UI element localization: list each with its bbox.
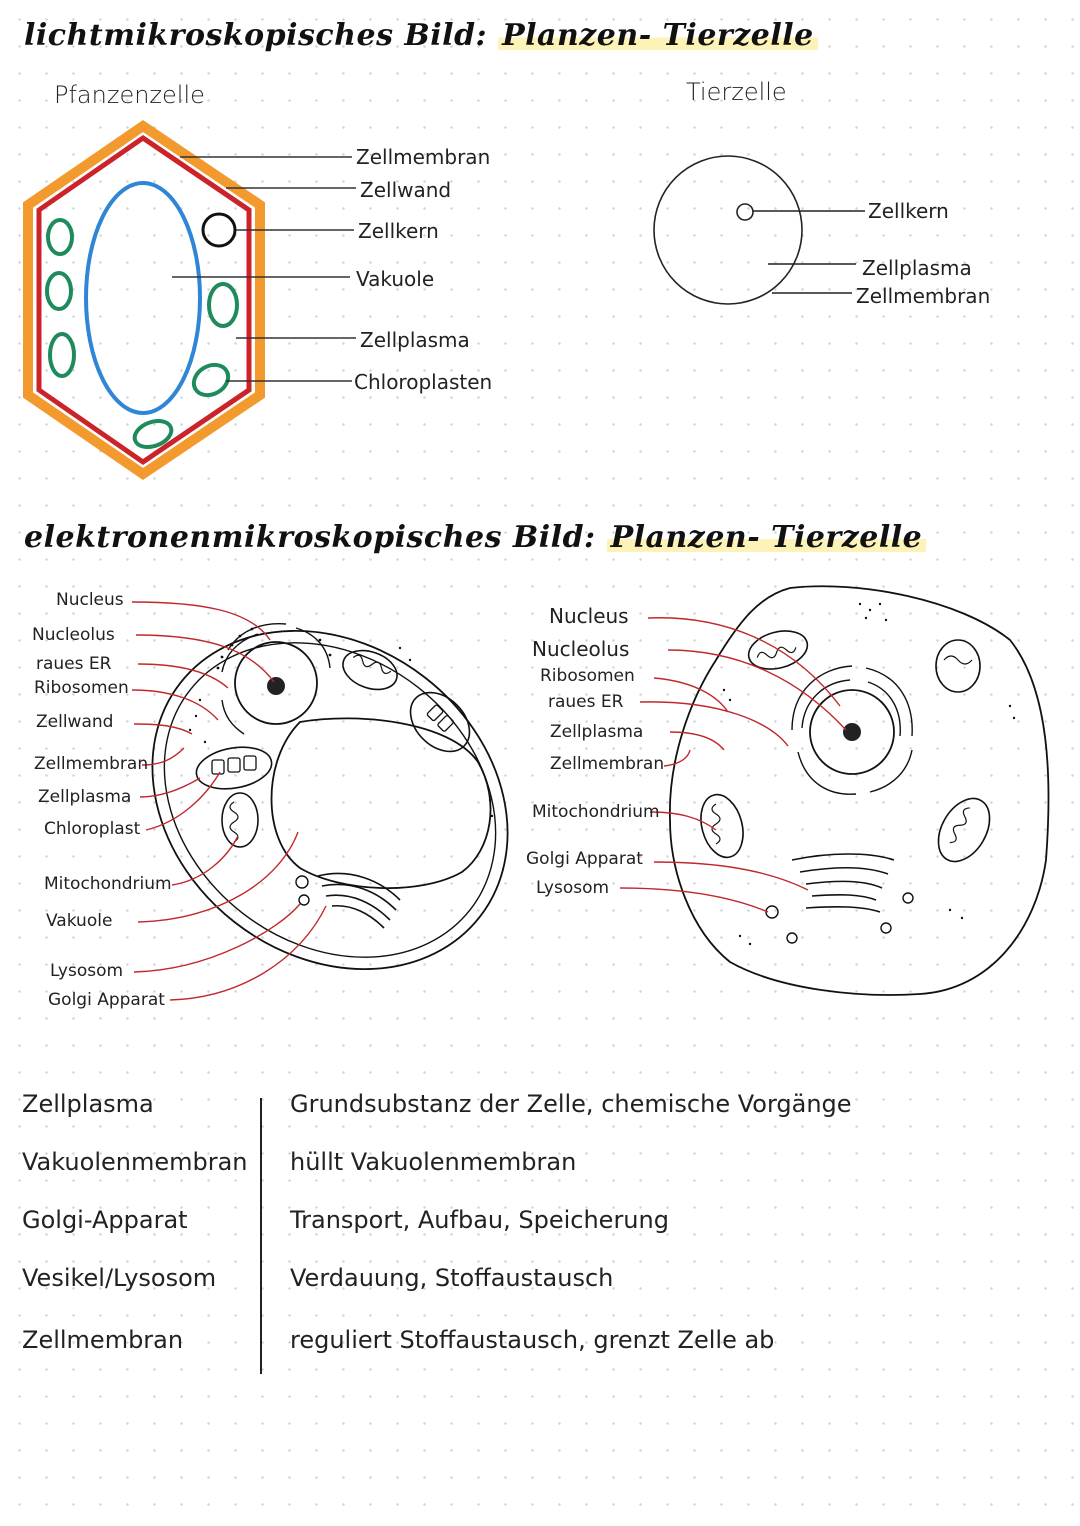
electron-heading-prefix: elektronenmikroskopisches Bild: — [24, 520, 607, 555]
label-chloroplasten: Chloroplasten — [354, 370, 493, 394]
em-plant-label-zellmembran: Zellmembran — [34, 754, 149, 774]
label-zellkern: Zellkern — [358, 219, 439, 243]
em-plant-label-lysosom: Lysosom — [50, 961, 124, 981]
animal-cell-title: Tierzelle — [686, 78, 787, 106]
table-term: Golgi-Apparat — [22, 1206, 188, 1234]
label-animal-zellmembran: Zellmembran — [856, 284, 991, 308]
em-animal-golgi — [792, 854, 894, 912]
em-animal-cell-membrane — [670, 586, 1049, 995]
plant-cell-title: Pfanzenzelle — [54, 81, 205, 109]
em-plant-label-mitochondrium: Mitochondrium — [44, 874, 172, 894]
em-plant-label-raues-er: raues ER — [36, 654, 112, 674]
label-animal-zellplasma: Zellplasma — [862, 256, 972, 280]
em-animal-label-nucleolus: Nucleolus — [532, 637, 630, 661]
em-plant-label-nucleolus: Nucleolus — [32, 625, 115, 645]
label-zellwand: Zellwand — [360, 178, 452, 202]
em-animal-label-lysosom: Lysosom — [536, 878, 610, 898]
em-animal-label-golgi: Golgi Apparat — [526, 849, 643, 869]
table-term: Zellplasma — [22, 1090, 154, 1118]
light-heading-prefix: lichtmikroskopisches Bild: — [24, 18, 499, 53]
em-plant-label-zellwand: Zellwand — [36, 712, 114, 732]
table-description: reguliert Stoffaustausch, grenzt Zelle ab — [290, 1326, 775, 1354]
em-animal-label-zellplasma: Zellplasma — [550, 722, 644, 742]
em-plant-label-vakuole: Vakuole — [46, 911, 113, 931]
label-vakuole: Vakuole — [356, 267, 435, 291]
label-zellplasma: Zellplasma — [360, 328, 470, 352]
em-animal-label-nucleus: Nucleus — [549, 604, 629, 628]
table-term: Vakuolenmembran — [22, 1148, 248, 1176]
em-animal-label-ribosomen: Ribosomen — [540, 666, 635, 686]
table-term: Zellmembran — [22, 1326, 184, 1354]
label-zellmembran: Zellmembran — [356, 145, 491, 169]
em-animal-label-zellmembran: Zellmembran — [550, 754, 665, 774]
em-plant-label-zellplasma: Zellplasma — [38, 787, 132, 807]
table-description: Grundsubstanz der Zelle, chemische Vorgänge — [290, 1090, 852, 1118]
em-animal-mitochondria — [694, 625, 1000, 871]
em-animal-label-mitochondrium: Mitochondrium — [532, 802, 660, 822]
label-animal-zellkern: Zellkern — [868, 199, 949, 223]
em-plant-label-golgi: Golgi Apparat — [48, 990, 165, 1010]
electron-heading-highlight: Planzen- Tierzelle — [607, 520, 927, 555]
table-term: Vesikel/Lysosom — [22, 1264, 217, 1292]
em-animal-nucleolus — [843, 723, 861, 741]
em-plant-label-chloroplast: Chloroplast — [44, 819, 141, 839]
table-description: hüllt Vakuolenmembran — [290, 1148, 577, 1176]
em-animal-lysosomes — [766, 893, 913, 943]
table-description: Verdauung, Stoffaustausch — [290, 1264, 614, 1292]
em-animal-label-raues-er: raues ER — [548, 692, 624, 712]
table-divider — [260, 1098, 262, 1374]
light-heading-highlight: Planzen- Tierzelle — [498, 18, 818, 53]
table-description: Transport, Aufbau, Speicherung — [290, 1206, 669, 1234]
em-plant-label-nucleus: Nucleus — [56, 590, 124, 610]
em-plant-label-ribosomen: Ribosomen — [34, 678, 129, 698]
